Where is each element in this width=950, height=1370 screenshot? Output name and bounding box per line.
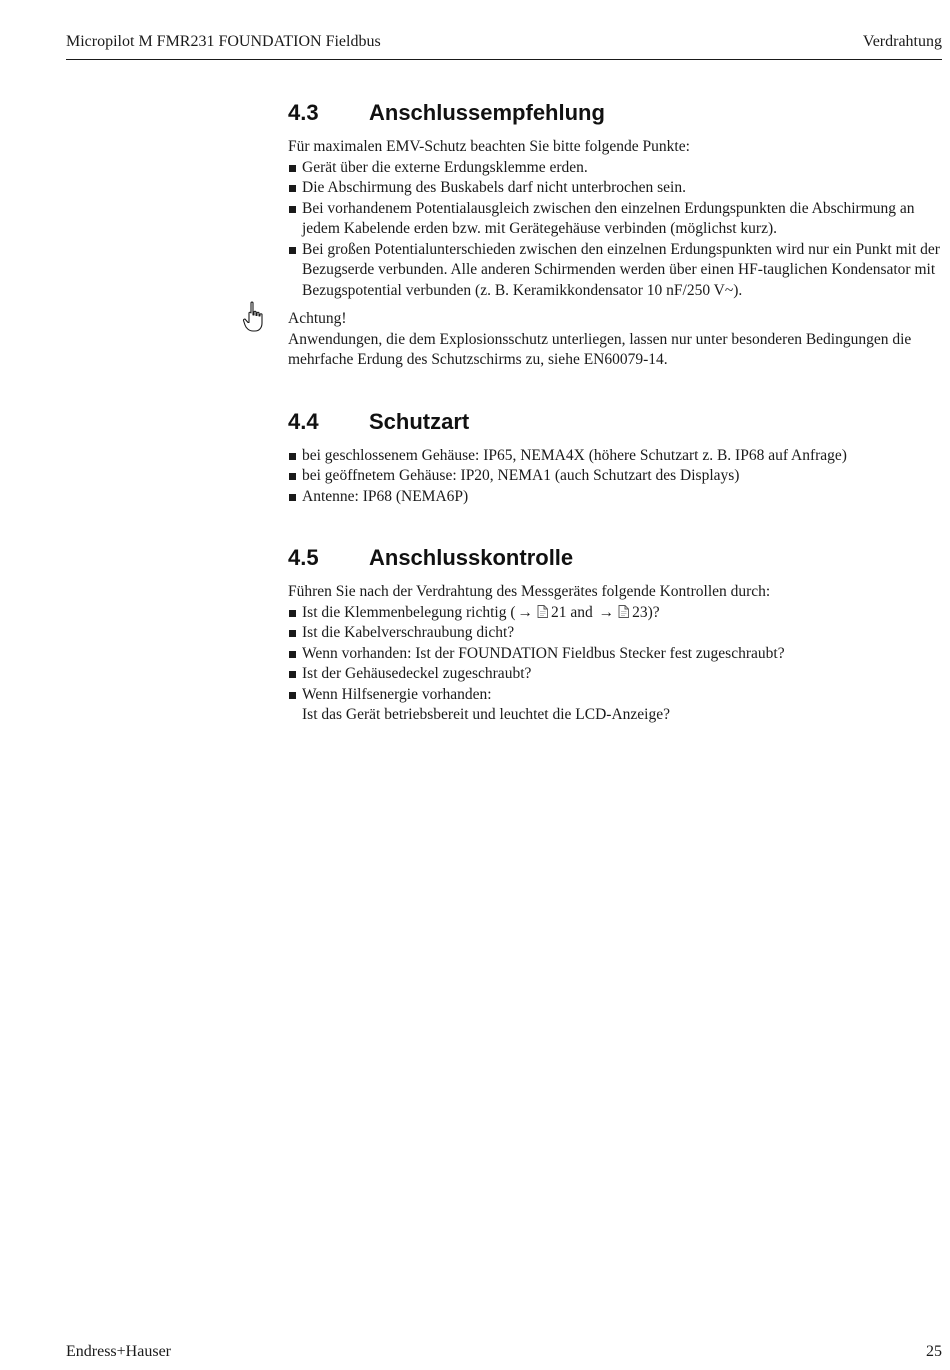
- header-divider: [66, 59, 942, 60]
- section-number: 4.5: [288, 545, 319, 570]
- list-item: Antenne: IP68 (NEMA6P): [288, 487, 944, 508]
- bullet-icon: [289, 185, 296, 192]
- list-item: Ist die Kabelverschraubung dicht?: [288, 623, 944, 644]
- list-item: Die Abschirmung des Buskabels darf nicht unterbrochen sein.: [288, 178, 944, 199]
- bullet-icon: [289, 692, 296, 699]
- section-heading: [288, 405, 944, 439]
- header-chapter-title: Verdrahtung: [862, 33, 942, 50]
- bullet-icon: [289, 671, 296, 678]
- bullet-list: [288, 603, 944, 726]
- section-anschlusskontrolle: [288, 541, 944, 726]
- page-reference-icon: [618, 605, 629, 618]
- pointing-hand-icon: [242, 301, 264, 333]
- list-item: bei geschlossenem Gehäuse: IP65, NEMA4X (höhere Schutzart z. B. IP68 auf Anfrage): [288, 446, 944, 467]
- list-item: Wenn vorhanden: Ist der FOUNDATION Fieldbus Stecker fest zugeschraubt?: [288, 644, 944, 665]
- page-footer: [66, 1341, 942, 1363]
- bullet-icon: [289, 630, 296, 637]
- note-text: Anwendungen, die dem Explosionsschutz unterliegen, lassen nur unter besonderen Bedingungen die mehrfache Erdung des Schutzschirms zu, siehe EN60079-14.: [288, 330, 912, 368]
- list-item: Wenn Hilfsenergie vorhanden: Ist das Gerät betriebsbereit und leuchtet die LCD-Anzeige?: [288, 685, 944, 726]
- page-link[interactable]: 23: [632, 603, 648, 621]
- section-heading: [288, 541, 944, 575]
- arrow-icon: →: [517, 603, 533, 621]
- bullet-list: [288, 446, 944, 508]
- list-item-page-reference: Ist die Klemmenbelegung richtig ( → 21 and → 23)?: [288, 603, 944, 624]
- footer-company: Endress+Hauser: [66, 1343, 171, 1360]
- bullet-icon: [289, 165, 296, 172]
- section-intro: Führen Sie nach der Verdrahtung des Messgerätes folgende Kontrollen durch:: [288, 583, 771, 600]
- section-intro: Für maximalen EMV-Schutz beachten Sie bitte folgende Punkte:: [288, 138, 690, 155]
- bullet-icon: [289, 453, 296, 460]
- section-number: 4.4: [288, 408, 319, 434]
- page-content: [288, 96, 944, 726]
- header-document-title: Micropilot M FMR231 FOUNDATION Fieldbus: [66, 33, 381, 50]
- section-schutzart: [288, 405, 944, 508]
- list-item: Ist der Gehäusedeckel zugeschraubt?: [288, 664, 944, 685]
- page-header: [66, 31, 942, 53]
- note-title: Achtung!: [288, 310, 347, 327]
- section-title: Anschlussempfehlung: [369, 100, 605, 125]
- section-number: 4.3: [288, 100, 319, 125]
- section-heading: [288, 96, 944, 130]
- bullet-list: [288, 158, 944, 302]
- section-title: Schutzart: [369, 408, 470, 434]
- list-item: Bei großen Potentialunterschieden zwischen den einzelnen Erdungspunkten wird nur ein Punkt mit der Bezugserde verbunden. Alle anderen Schirmenden werden über einen HF-tauglichen Kondensator mit Bezugspotential verbunden (z. B. Keramikkondensator 10 nF/250 V~).: [288, 240, 944, 302]
- list-item: bei geöffnetem Gehäuse: IP20, NEMA1 (auch Schutzart des Displays): [288, 466, 944, 487]
- bullet-icon: [289, 494, 296, 501]
- bullet-icon: [289, 651, 296, 658]
- bullet-icon: [289, 206, 296, 213]
- section-anschlussempfehlung: [288, 96, 944, 371]
- caution-note: [288, 309, 944, 371]
- section-title: Anschlusskontrolle: [369, 545, 574, 570]
- page-number: 25: [926, 1343, 942, 1360]
- arrow-icon: →: [598, 603, 615, 621]
- page-reference-icon: [537, 605, 548, 618]
- list-item: Bei vorhandenem Potentialausgleich zwischen den einzelnen Erdungspunkten die Abschirmung an jedem Kabelende erden bzw. mit Gerätegehäuse verbinden (möglichst kurz).: [288, 199, 944, 240]
- page-link[interactable]: 21: [551, 603, 567, 621]
- list-item: Gerät über die externe Erdungsklemme erden.: [288, 158, 944, 179]
- bullet-icon: [289, 473, 296, 480]
- bullet-icon: [289, 610, 296, 617]
- bullet-icon: [289, 247, 296, 254]
